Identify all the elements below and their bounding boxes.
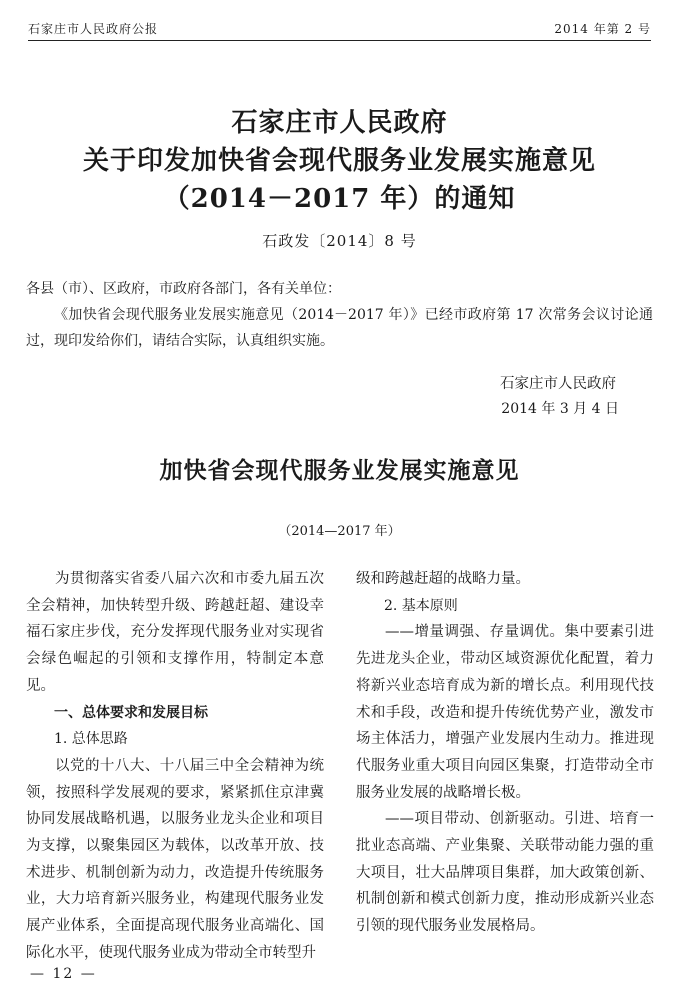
intro-paragraph: 为贯彻落实省委八届六次和市委九届五次全会精神，加快转型升级、跨越赶超、建设幸福石家庄步伐，充分发挥现代服务业对实现省会绿色崛起的引领和支撑作用，特制定本意见。 bbox=[26, 571, 324, 694]
body-paragraph: 以党的十八大、十八届三中全会精神为统领，按照科学发展观的要求，紧紧抓住京津冀协同发展战略机遇，以服务业龙头企业和项目为支撑，以聚集园区为载体，以改革开放、技术进步、机制创新为动力，改造提升传统服务业，大力培育新兴服务业，构建现代服务业发展产业体系，全面提高现代服务业高端化、国际化水平，使现代服务业成为带动全市转型升 bbox=[26, 757, 324, 961]
publication-name: 石家庄市人民政府公报 bbox=[28, 22, 159, 36]
right-column bbox=[356, 566, 654, 940]
notice-body bbox=[26, 276, 653, 354]
opinion-title: 加快省会现代服务业发展实施意见 bbox=[159, 457, 520, 484]
principle-paragraph: ——项目带动、创新驱动。引进、培育一批业态高端、产业集聚、关联带动能力强的重大项目，壮大品牌项目集群，加大政策创新、机制创新和模式创新力度，推动形成新兴业态引领的现代服务业发展格局。 bbox=[356, 811, 654, 935]
page-header bbox=[28, 18, 651, 41]
document-number: 石政发〔2014〕8 号 bbox=[262, 232, 417, 250]
opinion-period: （2014—2017 年） bbox=[278, 524, 401, 539]
title-line-1: 石家庄市人民政府 bbox=[231, 108, 448, 138]
signer: 石家庄市人民政府 bbox=[500, 376, 616, 392]
salutation: 各县（市）、区政府，市政府各部门，各有关单位： bbox=[26, 281, 341, 297]
left-column bbox=[26, 566, 324, 967]
continued-paragraph: 级和跨越赶超的战略力量。 bbox=[356, 571, 530, 587]
principle-paragraph: ——增量调强、存量调优。集中要素引进先进龙头企业，带动区域资源优化配置，着力将新兴业态培育成为新的增长点。利用现代技术和手段，改造和提升传统优势产业，激发市场主体活力，增强产业发展内生动力。推进现代服务业重大项目向园区集聚，打造带动全市服务业发展的战略增长极。 bbox=[356, 624, 654, 801]
notice-paragraph: 《加快省会现代服务业发展实施意见（2014－2017 年）》已经市政府第 17 次常务会议讨论通过，现印发给你们，请结合实际，认真组织实施。 bbox=[26, 307, 653, 349]
issue-date: 2014 年 3 月 4 日 bbox=[501, 401, 619, 417]
title-line-3: （2014－2017 年）的通知 bbox=[163, 184, 516, 214]
subsection-heading: 1. 总体思路 bbox=[54, 731, 128, 748]
issue-number: 2014 年第 2 号 bbox=[554, 22, 651, 36]
section-heading: 一、总体要求和发展目标 bbox=[54, 704, 208, 721]
page-number: — 12 — bbox=[30, 966, 97, 982]
notice-title bbox=[0, 104, 679, 218]
title-line-2: 关于印发加快省会现代服务业发展实施意见 bbox=[82, 146, 596, 176]
subsection-heading: 2. 基本原则 bbox=[384, 597, 458, 614]
